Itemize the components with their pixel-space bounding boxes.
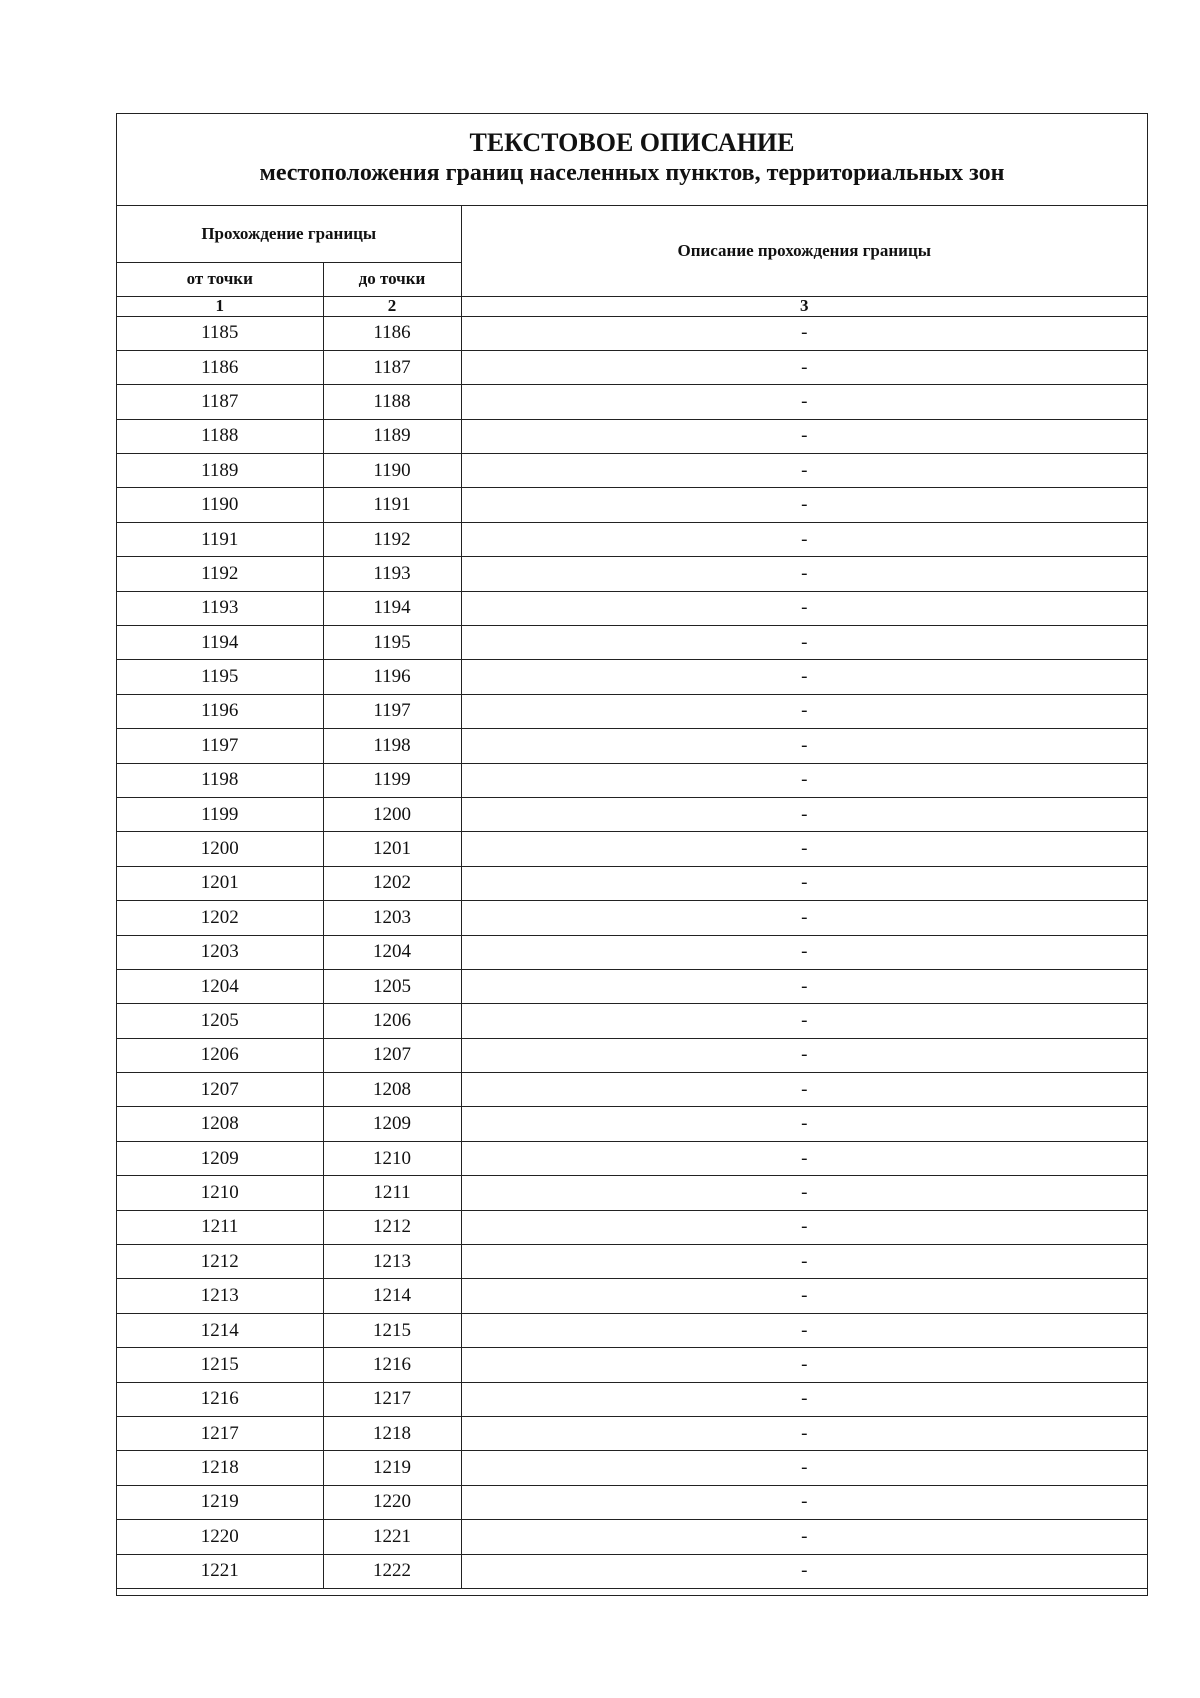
- cell-description: -: [461, 901, 1147, 935]
- cell-description: -: [461, 626, 1147, 660]
- cell-description: -: [461, 350, 1147, 384]
- cell-description: -: [461, 1038, 1147, 1072]
- table-row: [117, 660, 1147, 694]
- cell-from: 1188: [117, 419, 323, 453]
- cell-from: 1217: [117, 1417, 323, 1451]
- cell-to: 1220: [323, 1485, 461, 1519]
- cell-from: 1216: [117, 1382, 323, 1416]
- cell-from: 1187: [117, 385, 323, 419]
- cell-description: -: [461, 1485, 1147, 1519]
- cell-from: 1200: [117, 832, 323, 866]
- cell-description: -: [461, 866, 1147, 900]
- cell-from: 1189: [117, 454, 323, 488]
- cell-description: -: [461, 1176, 1147, 1210]
- cell-description: -: [461, 1554, 1147, 1588]
- cell-to: 1210: [323, 1141, 461, 1175]
- cell-from: 1195: [117, 660, 323, 694]
- cell-description: -: [461, 660, 1147, 694]
- cell-description: -: [461, 1141, 1147, 1175]
- cell-to: 1214: [323, 1279, 461, 1313]
- table-row: [117, 454, 1147, 488]
- title-block: [117, 114, 1147, 206]
- cell-to: 1222: [323, 1554, 461, 1588]
- cell-from: 1197: [117, 729, 323, 763]
- cell-to: 1212: [323, 1210, 461, 1244]
- table-row: [117, 729, 1147, 763]
- table-row: [117, 350, 1147, 384]
- table-row: [117, 316, 1147, 350]
- cell-from: 1190: [117, 488, 323, 522]
- cell-from: 1209: [117, 1141, 323, 1175]
- table-row: [117, 1141, 1147, 1175]
- cell-description: -: [461, 694, 1147, 728]
- table-row: [117, 935, 1147, 969]
- cell-to: 1190: [323, 454, 461, 488]
- table-row: [117, 419, 1147, 453]
- cell-to: 1221: [323, 1520, 461, 1554]
- cell-to: 1217: [323, 1382, 461, 1416]
- table-row: [117, 1279, 1147, 1313]
- cell-from: 1219: [117, 1485, 323, 1519]
- cell-from: 1218: [117, 1451, 323, 1485]
- table-row: [117, 1038, 1147, 1072]
- cell-from: 1220: [117, 1520, 323, 1554]
- cell-to: 1186: [323, 316, 461, 350]
- cell-from: 1206: [117, 1038, 323, 1072]
- cell-to: 1191: [323, 488, 461, 522]
- cell-description: -: [461, 419, 1147, 453]
- cell-description: -: [461, 1451, 1147, 1485]
- cell-description: -: [461, 763, 1147, 797]
- document-subtitle: местоположения границ населенных пунктов, территориальных зон: [259, 160, 1005, 186]
- cell-description: -: [461, 1520, 1147, 1554]
- cell-to: 1207: [323, 1038, 461, 1072]
- header-num-1: 1: [117, 296, 323, 316]
- table-row: [117, 557, 1147, 591]
- cell-description: -: [461, 797, 1147, 831]
- cell-to: 1215: [323, 1313, 461, 1347]
- cell-description: -: [461, 1210, 1147, 1244]
- cell-to: 1195: [323, 626, 461, 660]
- table-row: [117, 694, 1147, 728]
- cell-description: -: [461, 522, 1147, 556]
- table-row: [117, 866, 1147, 900]
- cell-from: 1211: [117, 1210, 323, 1244]
- table-row: [117, 969, 1147, 1003]
- cell-description: -: [461, 969, 1147, 1003]
- table-row: [117, 1520, 1147, 1554]
- cell-to: 1218: [323, 1417, 461, 1451]
- table-row: [117, 832, 1147, 866]
- table-row: [117, 1348, 1147, 1382]
- cell-from: 1205: [117, 1004, 323, 1038]
- cell-description: -: [461, 1417, 1147, 1451]
- table-row: [117, 1004, 1147, 1038]
- document-frame: [116, 113, 1148, 1596]
- table-row: [117, 1210, 1147, 1244]
- table-row: [117, 522, 1147, 556]
- cell-to: 1211: [323, 1176, 461, 1210]
- cell-from: 1207: [117, 1073, 323, 1107]
- table-row: [117, 1073, 1147, 1107]
- cell-description: -: [461, 1107, 1147, 1141]
- cell-description: -: [461, 1004, 1147, 1038]
- cell-from: 1185: [117, 316, 323, 350]
- cell-description: -: [461, 1313, 1147, 1347]
- cell-from: 1202: [117, 901, 323, 935]
- cell-to: 1213: [323, 1245, 461, 1279]
- cell-description: -: [461, 1245, 1147, 1279]
- cell-from: 1204: [117, 969, 323, 1003]
- cell-to: 1216: [323, 1348, 461, 1382]
- table-row: [117, 1107, 1147, 1141]
- cell-description: -: [461, 1279, 1147, 1313]
- cell-description: -: [461, 1348, 1147, 1382]
- cell-from: 1191: [117, 522, 323, 556]
- cell-from: 1192: [117, 557, 323, 591]
- cell-to: 1188: [323, 385, 461, 419]
- cell-from: 1221: [117, 1554, 323, 1588]
- table-row: [117, 901, 1147, 935]
- cell-to: 1201: [323, 832, 461, 866]
- table-row: [117, 797, 1147, 831]
- cell-to: 1209: [323, 1107, 461, 1141]
- cell-description: -: [461, 832, 1147, 866]
- cell-description: -: [461, 454, 1147, 488]
- table-row: [117, 1176, 1147, 1210]
- table-row: [117, 626, 1147, 660]
- cell-to: 1204: [323, 935, 461, 969]
- table-row: [117, 1451, 1147, 1485]
- cell-description: -: [461, 591, 1147, 625]
- table-row: [117, 385, 1147, 419]
- table-row: [117, 1382, 1147, 1416]
- cell-from: 1203: [117, 935, 323, 969]
- cell-to: 1198: [323, 729, 461, 763]
- table-row: [117, 1554, 1147, 1588]
- cell-description: -: [461, 1073, 1147, 1107]
- table-row: [117, 763, 1147, 797]
- cell-to: 1206: [323, 1004, 461, 1038]
- boundary-table: [117, 206, 1147, 1589]
- cell-to: 1199: [323, 763, 461, 797]
- cell-from: 1196: [117, 694, 323, 728]
- header-num-3: 3: [461, 296, 1147, 316]
- cell-to: 1219: [323, 1451, 461, 1485]
- cell-from: 1193: [117, 591, 323, 625]
- cell-to: 1197: [323, 694, 461, 728]
- cell-from: 1194: [117, 626, 323, 660]
- cell-from: 1201: [117, 866, 323, 900]
- table-row: [117, 1485, 1147, 1519]
- cell-description: -: [461, 557, 1147, 591]
- cell-description: -: [461, 316, 1147, 350]
- cell-description: -: [461, 1382, 1147, 1416]
- cell-to: 1189: [323, 419, 461, 453]
- cell-to: 1196: [323, 660, 461, 694]
- cell-to: 1202: [323, 866, 461, 900]
- table-row: [117, 1417, 1147, 1451]
- header-description: Описание прохождения границы: [461, 206, 1147, 296]
- cell-description: -: [461, 935, 1147, 969]
- cell-description: -: [461, 729, 1147, 763]
- cell-from: 1213: [117, 1279, 323, 1313]
- cell-from: 1210: [117, 1176, 323, 1210]
- cell-from: 1198: [117, 763, 323, 797]
- cell-from: 1208: [117, 1107, 323, 1141]
- cell-from: 1214: [117, 1313, 323, 1347]
- table-row: [117, 1245, 1147, 1279]
- header-from: от точки: [117, 262, 323, 296]
- cell-to: 1208: [323, 1073, 461, 1107]
- cell-to: 1193: [323, 557, 461, 591]
- cell-from: 1199: [117, 797, 323, 831]
- cell-description: -: [461, 385, 1147, 419]
- cell-to: 1187: [323, 350, 461, 384]
- cell-description: -: [461, 488, 1147, 522]
- cell-from: 1215: [117, 1348, 323, 1382]
- table-row: [117, 1313, 1147, 1347]
- cell-to: 1194: [323, 591, 461, 625]
- document-title: ТЕКСТОВОЕ ОПИСАНИЕ: [469, 128, 795, 157]
- header-to: до точки: [323, 262, 461, 296]
- cell-to: 1200: [323, 797, 461, 831]
- cell-to: 1203: [323, 901, 461, 935]
- table-body: [117, 316, 1147, 1588]
- cell-to: 1192: [323, 522, 461, 556]
- cell-from: 1186: [117, 350, 323, 384]
- table-row: [117, 591, 1147, 625]
- header-num-2: 2: [323, 296, 461, 316]
- header-group: Прохождение границы: [117, 206, 461, 262]
- cell-to: 1205: [323, 969, 461, 1003]
- table-row: [117, 488, 1147, 522]
- table-bottom-margin: [117, 1589, 1147, 1595]
- cell-from: 1212: [117, 1245, 323, 1279]
